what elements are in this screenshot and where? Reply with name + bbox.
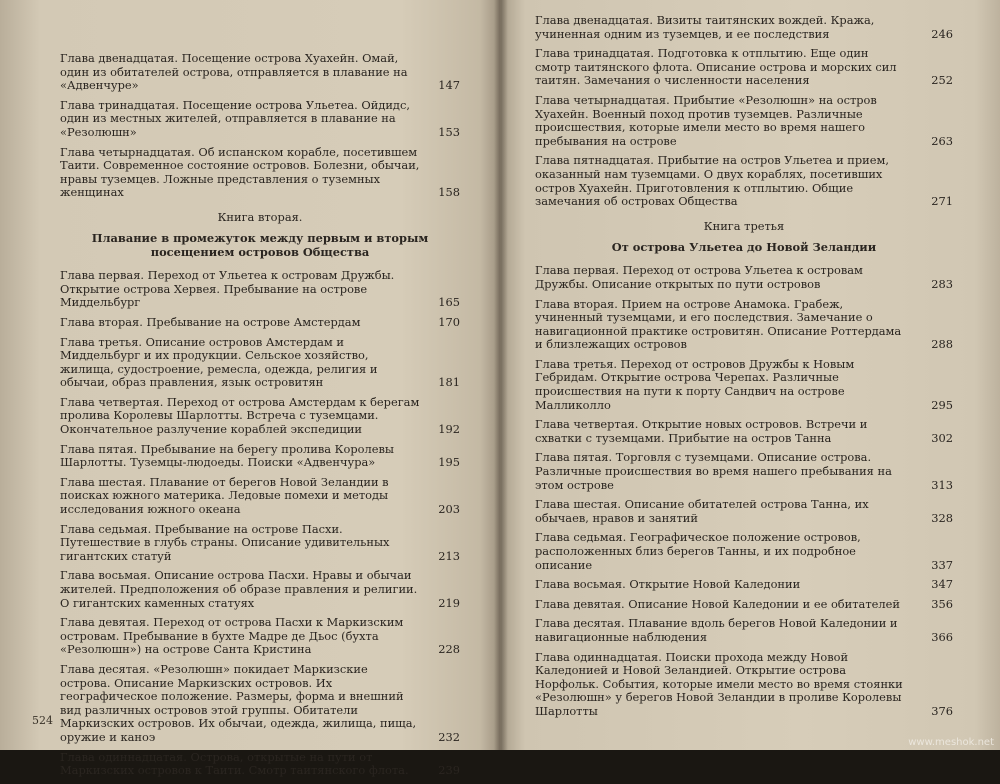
- page-number: 252: [931, 73, 953, 88]
- entry-text: Глава четвертая. Переход от острова Амстердам к берегам пролива Королевы Шарлотты. Встреча с туземцами. Окончательное разлучение кораблей экспедиции: [60, 394, 420, 437]
- entry-text: Глава седьмая. Пребывание на острове Пасхи. Путешествие в глубь страны. Описание удивительных гигантских статуй: [60, 521, 390, 563]
- toc-entry: [60, 443, 460, 470]
- toc-entry: [60, 316, 460, 330]
- page-number: 328: [931, 510, 953, 525]
- toc-entry: [535, 94, 953, 148]
- entry-text: Глава шестая. Плавание от берегов Новой Зеландии в поисках южного материка. Ледовые помехи и методы исследования южного океана: [60, 474, 389, 517]
- page-number: 376: [931, 703, 953, 718]
- entry-text: Глава первая. Переход от острова Ульетеа к островам Дружбы. Описание открытых по пути островов: [535, 263, 863, 291]
- entry-text: Глава вторая. Пребывание на острове Амстердам: [60, 314, 361, 329]
- toc-entry: [535, 598, 953, 612]
- entry-text: Глава восьмая. Описание острова Пасхи. Нравы и обычаи жителей. Предположения об образе правления и религии. О гигантских каменных статуях: [60, 568, 418, 610]
- watermark: www.meshok.net: [908, 737, 994, 748]
- toc-entry: [60, 52, 460, 93]
- toc-entry: [60, 751, 460, 778]
- page-number: 181: [438, 375, 460, 390]
- page-number: 158: [438, 185, 460, 200]
- toc-entry: [535, 617, 953, 644]
- page-number: 283: [931, 276, 953, 291]
- entry-text: Глава десятая. «Резолюшн» покидает Маркизские острова. Описание Маркизских островов. Их географическое положение. Размеры, форма и внешний вид различных островов этой группы. Обитатели Маркизских островов. Их обычаи, одежда, жилища, пища, оружие и каноэ: [60, 661, 417, 744]
- book-title: Книга третья: [703, 218, 785, 233]
- page-number: 246: [931, 26, 953, 41]
- toc-entry: [535, 531, 953, 572]
- entry-text: Глава четвертая. Открытие новых островов. Встречи и схватки с туземцами. Прибытие на остров Танна: [535, 417, 868, 445]
- entry-text: Глава девятая. Переход от острова Пасхи к Маркизским островам. Пребывание в бухте Мадре де Дьос (бухта «Резолюшн») на острове Санта Кристина: [60, 615, 404, 657]
- entry-text: Глава двенадцатая. Посещение острова Хуахейн. Омай, один из обитателей острова, отправляется в плавание на «Адвенчуре»: [60, 51, 408, 93]
- toc-entry: [535, 47, 953, 88]
- entry-text: Глава вторая. Прием на острове Анамока. Грабеж, учиненный туземцами, и его последствия. Замечание о навигационной практике островитян. Описание Роттердама и близлежащих островов: [535, 296, 902, 352]
- toc-entry: [535, 651, 953, 719]
- page-number: 271: [931, 194, 953, 209]
- toc-entry: [60, 663, 460, 745]
- entry-text: Глава пятая. Пребывание на берегу пролива Королевы Шарлотты. Туземцы-людоеды. Поиски «Адвенчура»: [60, 441, 394, 470]
- entry-text: Глава тринадцатая. Подготовка к отплытию. Еще один смотр таитянского флота. Описание острова и морских сил таитян. Замечания о численности населения: [535, 46, 897, 88]
- entry-text: Глава десятая. Плавание вдоль берегов Новой Каледонии и навигационные наблюдения: [535, 616, 898, 644]
- toc-entry: [535, 298, 953, 352]
- section-title: От острова Ульетеа до Новой Зеландии: [611, 239, 877, 254]
- entry-text: Глава четырнадцатая. Об испанском корабле, посетившем Таити. Современное состояние островов. Болезни, обычаи, нравы туземцев. Ложные представления о туземных женщинах: [60, 144, 420, 200]
- toc-entry: [535, 498, 953, 525]
- page-number: 263: [931, 133, 953, 148]
- entry-text: Глава третья. Переход от островов Дружбы к Новым Гебридам. Открытие острова Черепах. Различные происшествия на пути к порту Сандвич на острове Малликолло: [535, 356, 855, 412]
- page-number: 232: [438, 729, 460, 744]
- right-toc: [535, 14, 953, 725]
- toc-entry: [535, 578, 953, 592]
- toc-entry: [60, 569, 460, 610]
- toc-entry: [535, 154, 953, 208]
- page-number: 192: [438, 422, 460, 437]
- toc-entry: [60, 396, 460, 437]
- entry-text: Глава пятнадцатая. Прибытие на остров Ульетеа и прием, оказанный нам туземцами. О двух кораблях, посетивших остров Хуахейн. Приготовления к отплытию. Общие замечания об островах Общества: [535, 153, 889, 209]
- toc-entry: [535, 418, 953, 445]
- entry-text: Глава третья. Описание островов Амстердам и Миддельбург и их продукции. Сельское хозяйство, жилища, судостроение, ремесла, одежда, религия и обычаи, образ правления, язык островитян: [60, 334, 378, 390]
- book-gutter: [494, 0, 508, 750]
- page-number: 213: [438, 548, 460, 563]
- toc-entry: [60, 523, 460, 564]
- left-page: [0, 0, 500, 778]
- toc-entry: [535, 358, 953, 412]
- entry-text: Глава шестая. Описание обитателей острова Танна, их обычаев, нравов и занятий: [535, 497, 869, 525]
- toc-entry: [60, 99, 460, 140]
- entry-text: Глава одиннадцатая. Острова, открытые на пути от Маркизских островов к Таити. Смотр таитянского флота.: [60, 749, 409, 778]
- page-number: 228: [438, 642, 460, 657]
- page-number: 347: [931, 577, 953, 592]
- toc-entry: [60, 146, 460, 200]
- toc-entry: [60, 476, 460, 517]
- toc-entry: [535, 451, 953, 492]
- toc-entry: [535, 14, 953, 41]
- entry-text: Глава двенадцатая. Визиты таитянских вождей. Кража, учиненная одним из туземцев, и ее последствия: [535, 13, 875, 41]
- toc-entry: [60, 336, 460, 390]
- toc-entry: [60, 269, 460, 310]
- entry-text: Глава восьмая. Открытие Новой Каледонии: [535, 577, 801, 592]
- section-title: Плавание в промежуток между первым и вторым посещением островов Общества: [91, 230, 429, 259]
- entry-text: Глава одиннадцатая. Поиски прохода между Новой Каледонией и Новой Зеландией. Открытие острова Норфольк. События, которые имели место во время стоянки «Резолюшн» у берегов Новой Зеландии в проливе Королевы Шарлотты: [535, 649, 903, 718]
- page-number: 302: [931, 430, 953, 445]
- page-number: 356: [931, 596, 953, 611]
- page-folio: 524: [32, 714, 53, 727]
- left-toc: [60, 52, 460, 784]
- page-number: 288: [931, 337, 953, 352]
- page-number: 203: [438, 502, 460, 517]
- page-number: 239: [438, 763, 460, 778]
- page-number: 337: [931, 557, 953, 572]
- book-title: Книга вторая.: [217, 209, 303, 224]
- page-number: 295: [931, 397, 953, 412]
- page-number: 313: [931, 477, 953, 492]
- page-number: 219: [438, 595, 460, 610]
- page-number: 195: [438, 455, 460, 470]
- toc-entry: [60, 616, 460, 657]
- entry-text: Глава седьмая. Географическое положение островов, расположенных близ берегов Танны, и их подробное описание: [535, 530, 861, 572]
- page-number: 366: [931, 629, 953, 644]
- toc-entry: [535, 264, 953, 291]
- entry-text: Глава четырнадцатая. Прибытие «Резолюшн» на остров Хуахейн. Военный поход против туземцев. Различные происшествия, которые имели место во время нашего пребывания на острове: [535, 92, 877, 148]
- page-number: 170: [438, 314, 460, 329]
- entry-text: Глава пятая. Торговля с туземцами. Описание острова. Различные происшествия во время нашего пребывания на этом острове: [535, 450, 892, 492]
- entry-text: Глава девятая. Описание Новой Каледонии и ее обитателей: [535, 596, 900, 611]
- page-number: 165: [438, 295, 460, 310]
- entry-text: Глава тринадцатая. Посещение острова Ульетеа. Ойдидс, один из местных жителей, отправляется в плавание на «Резолюшн»: [60, 97, 410, 139]
- page-number: 153: [438, 124, 460, 139]
- page-number: 147: [438, 78, 460, 93]
- entry-text: Глава первая. Переход от Ульетеа к островам Дружбы. Открытие острова Хервея. Пребывание на острове Миддельбург: [60, 268, 395, 310]
